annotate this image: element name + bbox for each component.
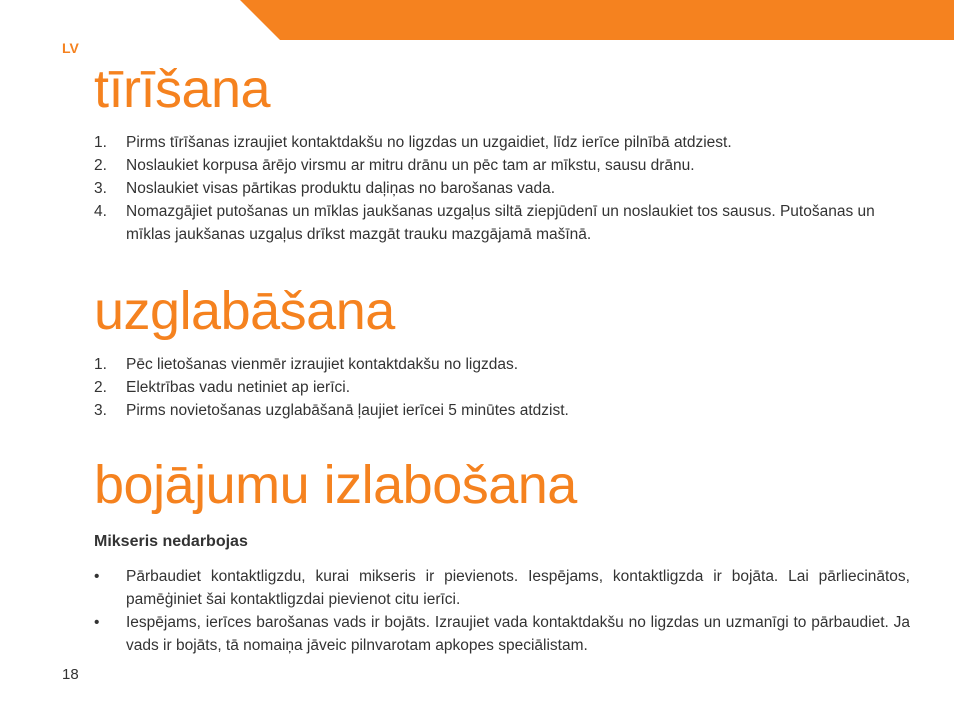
list-item-text: Nomazgājiet putošanas un mīklas jaukšanas uzgaļus siltā ziepjūdenī un noslaukiet tos sausus. Putošanas un mīklas jaukšanas uzgaļus drīkst mazgāt trauku mazgājamā mašīnā.	[126, 203, 875, 243]
list-number: 4.	[94, 203, 107, 220]
section-title-storage: uzglabāšana	[94, 281, 395, 341]
bullet-icon: •	[94, 614, 100, 631]
list-item	[94, 611, 910, 657]
list-item-text: Elektrības vadu netiniet ap ierīci.	[126, 379, 351, 396]
list-item-text: Pēc lietošanas vienmēr izraujiet kontaktdakšu no ligzdas.	[126, 356, 519, 373]
bullet-icon: •	[94, 568, 100, 585]
list-number: 1.	[94, 356, 107, 373]
list-item-text: Pirms novietošanas uzglabāšanā ļaujiet ierīcei 5 minūtes atdzist.	[126, 402, 569, 419]
list-item	[94, 200, 910, 246]
list-item-text: Pārbaudiet kontaktligzdu, kurai mikseris ir pievienots. Iespējams, kontaktligzda ir bojāta. Lai pārliecinātos, pamēģiniet šai kontaktligzdai pievienot citu ierīci.	[126, 568, 910, 608]
header-accent-bar	[240, 0, 954, 40]
list-number: 2.	[94, 157, 107, 174]
troubleshooting-list	[94, 565, 910, 657]
list-item	[94, 177, 910, 200]
list-number: 3.	[94, 402, 107, 419]
list-number: 2.	[94, 379, 107, 396]
list-item-text: Noslaukiet visas pārtikas produktu daļiņas no barošanas vada.	[126, 180, 556, 197]
page-number: 18	[62, 666, 79, 683]
subsection-title: Mikseris nedarbojas	[94, 533, 248, 550]
list-item	[94, 399, 910, 422]
list-item-text: Iespējams, ierīces barošanas vads ir bojāts. Izraujiet vada kontaktdakšu no ligzdas un uzmanīgi to pārbaudiet. Ja vads ir bojāts, tā nomaiņa jāveic pilnvarotam apkopes speciālistam.	[126, 614, 910, 654]
list-item	[94, 154, 910, 177]
list-item	[94, 353, 910, 376]
section-title-troubleshooting: bojājumu izlabošana	[94, 455, 577, 515]
language-label: LV	[62, 40, 79, 56]
cleaning-list	[94, 131, 910, 246]
list-number: 1.	[94, 134, 107, 151]
list-item-text: Noslaukiet korpusa ārējo virsmu ar mitru drānu un pēc tam ar mīkstu, sausu drānu.	[126, 157, 695, 174]
list-number: 3.	[94, 180, 107, 197]
section-title-cleaning: tīrīšana	[94, 59, 271, 119]
list-item	[94, 131, 910, 154]
storage-list	[94, 353, 910, 422]
list-item	[94, 565, 910, 611]
list-item	[94, 376, 910, 399]
list-item-text: Pirms tīrīšanas izraujiet kontaktdakšu no ligzdas un uzgaidiet, līdz ierīce pilnībā atdziest.	[126, 134, 732, 151]
